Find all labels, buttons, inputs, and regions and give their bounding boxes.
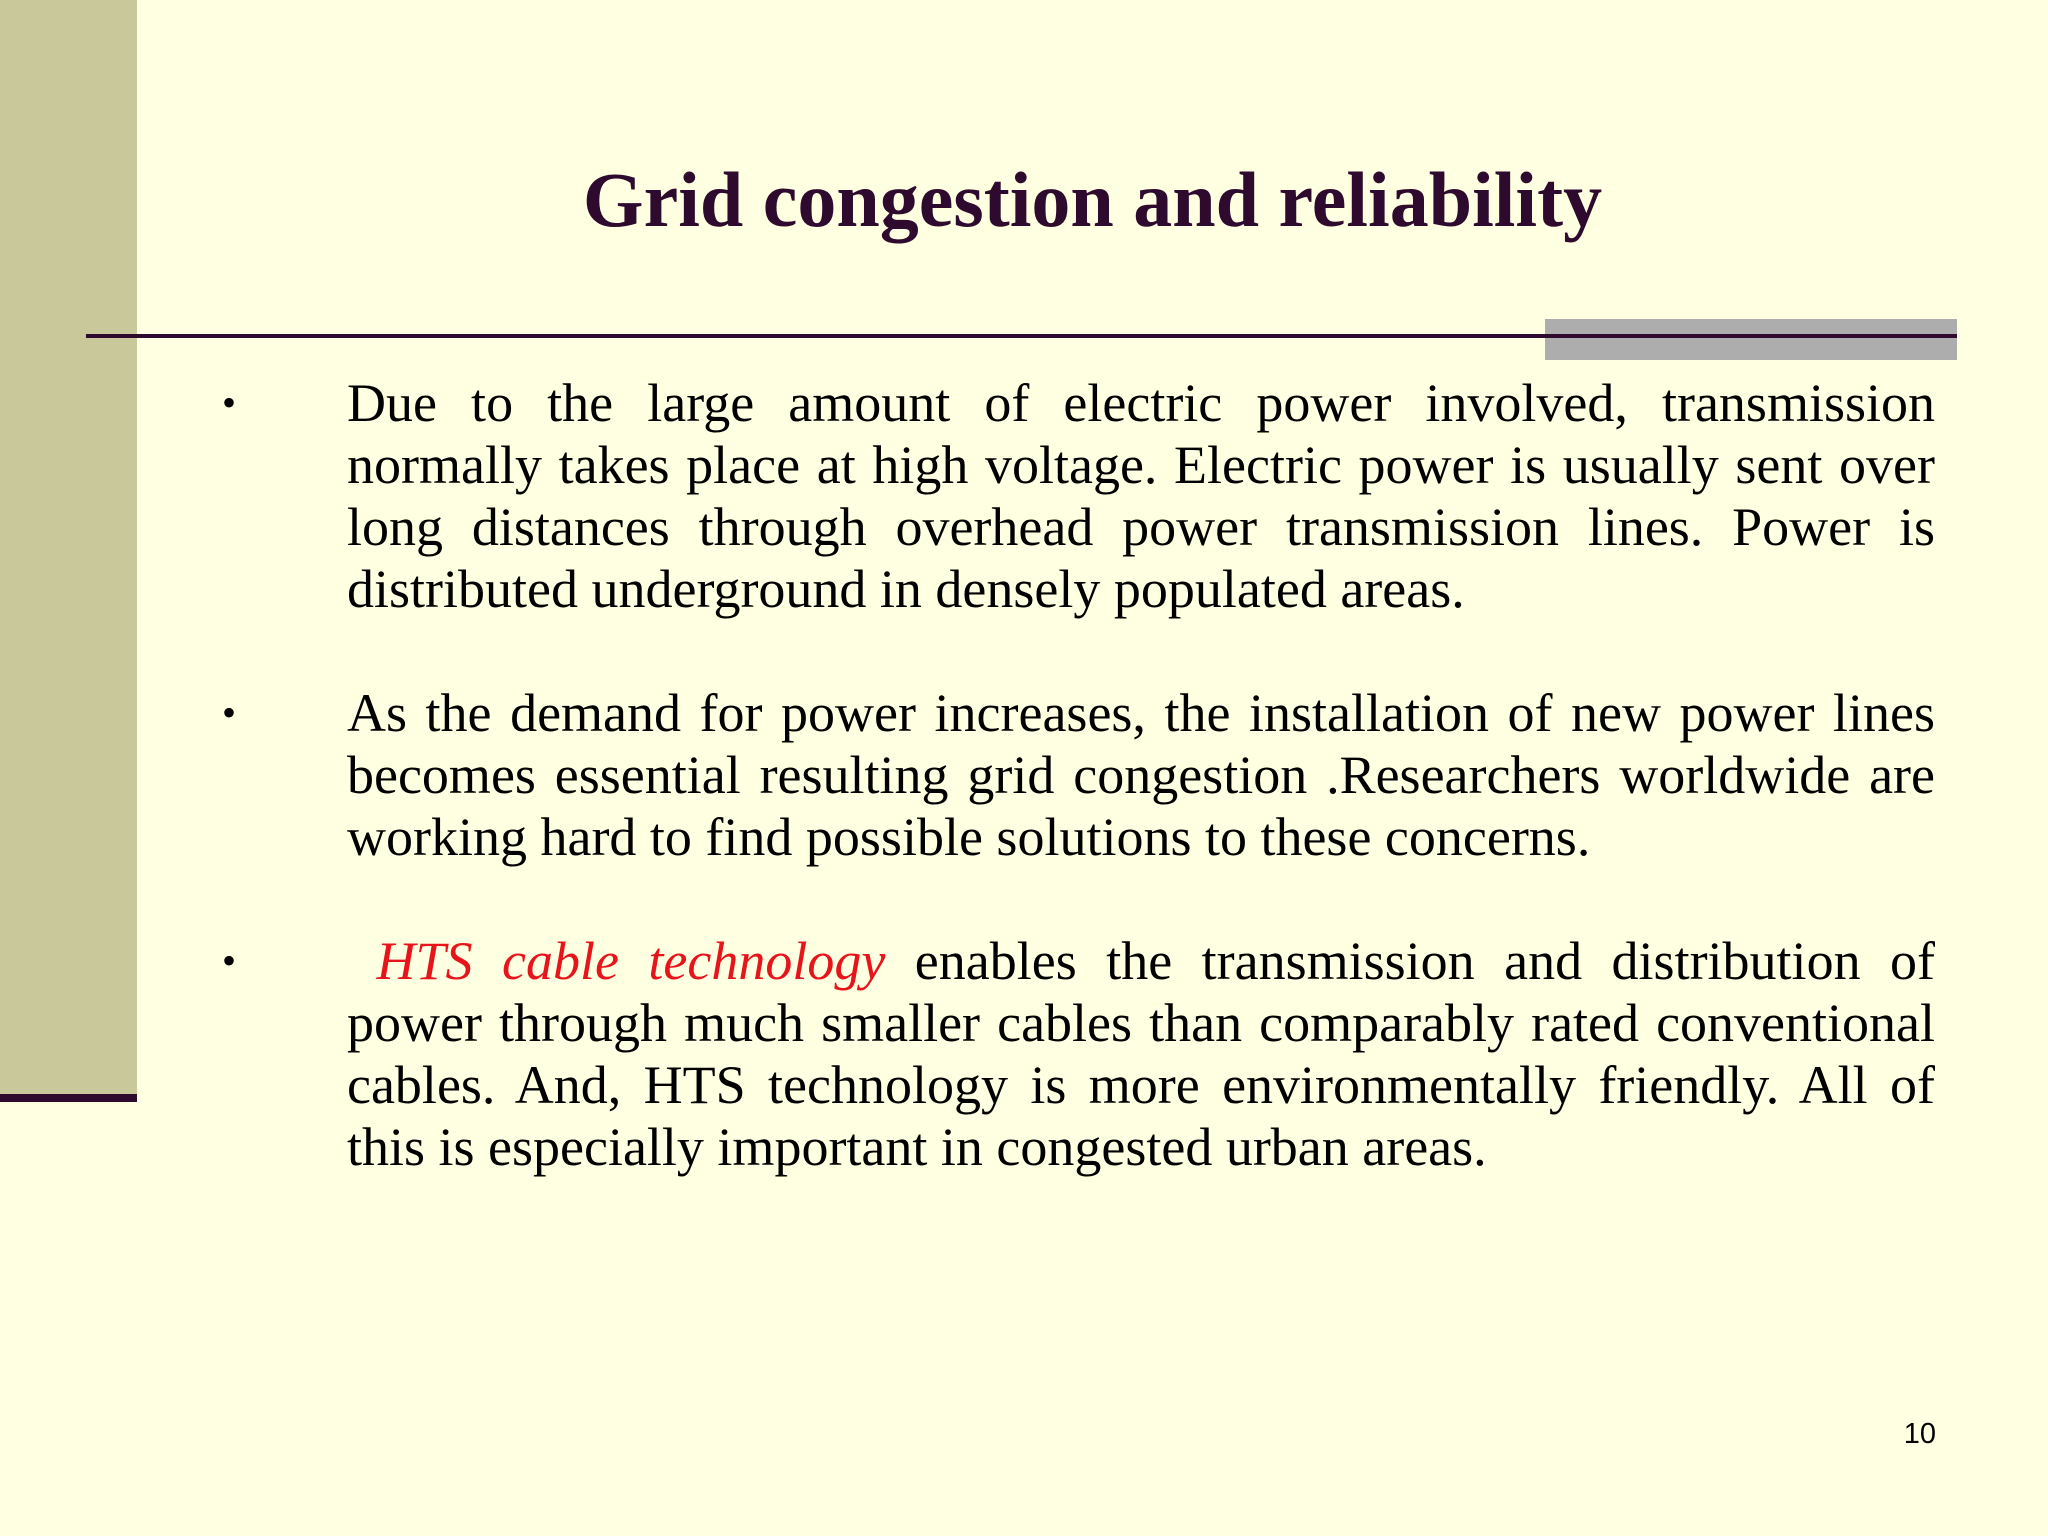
bullet-icon: • [222, 938, 237, 983]
bullet-text-rich [347, 930, 1935, 1178]
bullet-text: Due to the large amount of electric power involved, transmission normally takes place at high voltage. Electric power is usually sent over long distances through overhead power transmission lines. Power is distributed underground in densely populated areas. [347, 373, 1935, 619]
highlighted-term: HTS cable technology [376, 931, 886, 991]
bullet-list [0, 372, 2048, 1240]
page-number: 10 [1903, 1418, 1936, 1450]
bullet-item [0, 372, 2048, 620]
slide-title: Grid congestion and reliability [582, 156, 1603, 243]
bullet-item [0, 930, 2048, 1178]
bullet-icon: • [222, 690, 237, 735]
bullet-icon: • [222, 380, 237, 425]
bullet-text: enables the transmission and distribution of power through much smaller cables than comparably rated conventional cables. And, HTS technology is more environmentally friendly. All of this is especially important in congested urban areas. [347, 931, 1936, 1177]
bullet-item [0, 682, 2048, 868]
title-divider-accent [1545, 319, 1957, 360]
bullet-text: As the demand for power increases, the installation of new power lines becomes essential resulting grid congestion .Researchers worldwide are working hard to find possible solutions to these concerns. [347, 683, 1935, 867]
